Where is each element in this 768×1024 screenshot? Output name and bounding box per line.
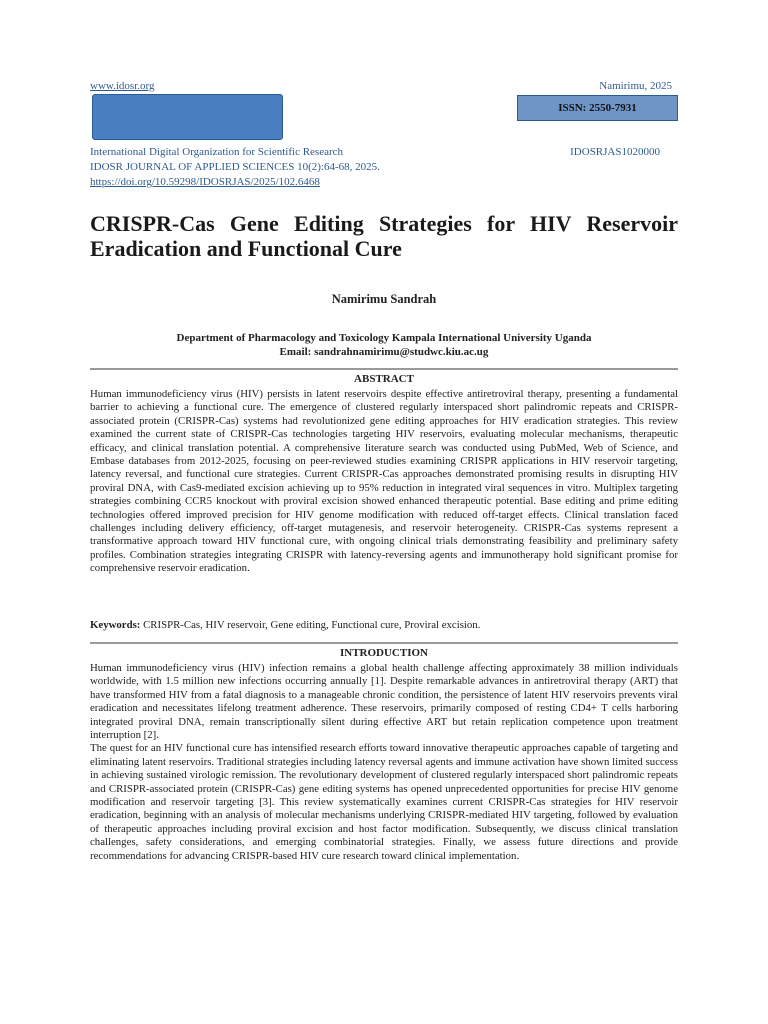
abstract-text	[90, 388, 678, 576]
article-id: IDOSRJAS1020000	[570, 146, 660, 158]
running-header	[90, 79, 678, 93]
journal-logo-box	[92, 94, 283, 140]
author-email: Email: sandrahnamirimu@studwc.kiu.ac.ug	[279, 346, 489, 358]
introduction-text	[90, 662, 678, 863]
paper-page	[90, 0, 678, 1024]
abstract-heading: ABSTRACT	[354, 373, 414, 385]
journal-citation: IDOSR JOURNAL OF APPLIED SCIENCES 10(2):64-68, 2025.	[90, 161, 380, 173]
introduction-paragraph-1: Human immunodeficiency virus (HIV) infection remains a global health challenge affecting approximately 38 million individuals worldwide, with 1.5 million new infections occurring annually [1]. Despite remarkable advances in antiretroviral therapy (ART) that have transformed HIV from a fatal diagnosis to a manageable chronic condition, the persistence of latent HIV reservoirs prevents viral eradication and necessitates lifelong treatment adherence. These reservoirs, primarily composed of resting CD4+ T cells harboring integrated proviral DNA, remain transcriptionally silent during effective ART but retain replication competence upon treatment interruption [2].	[90, 662, 678, 742]
publication-info	[90, 145, 678, 190]
introduction-top-rule	[90, 642, 678, 644]
abstract-paragraph: Human immunodeficiency virus (HIV) persists in latent reservoirs despite effective antiretroviral therapy, presenting a fundamental barrier to achieving a functional cure. The emergence of clustered regularly interspaced short palindromic repeats and CRISPR-associated protein (CRISPR-Cas) systems had revolutionized gene editing approaches for HIV eradication strategies. This review examined the current state of CRISPR-Cas technologies targeting HIV reservoirs, evaluating molecular mechanisms, therapeutic efficacy, and clinical translation potential. A comprehensive literature search was conducted using PubMed, Web of Science, and Embase databases from 2012-2025, focusing on peer-reviewed studies examining CRISPR applications in HIV reservoir targeting, latency reversal, and functional cure strategies. Current CRISPR-Cas approaches demonstrated promising results in disrupting HIV proviral DNA, with Cas9-mediated excision achieving up to 95% reduction in integrated viral sequences in vitro. Multiplex targeting strategies combining CCR5 knockout with proviral excision showed enhanced therapeutic potential. Base editing and prime editing technologies offered improved precision for HIV genome modification with reduced off-target effects. Clinical translation faced challenges including delivery efficiency, off-target mutagenesis, and reservoir heterogeneity. CRISPR-Cas systems represent a transformative approach toward HIV functional cure, with ongoing clinical trials demonstrating feasibility and preliminary safety profiles. Combination strategies integrating CRISPR with latency-reversing agents and immunotherapy hold significant promise for comprehensive reservoir eradication.	[90, 388, 678, 575]
author-name: Namirimu Sandrah	[331, 292, 437, 306]
doi-link[interactable]: https://doi.org/10.59298/IDOSRJAS/2025/102.6468	[90, 176, 320, 188]
keywords-list: CRISPR-Cas, HIV reservoir, Gene editing, Functional cure, Proviral excision.	[143, 619, 481, 631]
website-link[interactable]: www.idosr.org	[90, 80, 155, 92]
introduction-heading: INTRODUCTION	[339, 647, 428, 659]
organization-name: International Digital Organization for Scientific Research	[90, 146, 344, 158]
keywords-line	[90, 618, 678, 632]
issn-badge: ISSN: 2550-7931	[517, 95, 678, 121]
keywords-label: Keywords:	[90, 619, 141, 631]
running-author-year: Namirimu, 2025	[599, 80, 672, 92]
introduction-paragraph-2: The quest for an HIV functional cure has intensified research efforts toward innovative therapeutic approaches capable of targeting and eliminating latent reservoirs. Traditional strategies including latency reversal agents and immune activation have shown limited success in achieving sustained virologic remission. The revolutionary development of clustered regularly interspaced short palindromic repeats and CRISPR-associated protein (CRISPR-Cas) gene editing systems has opened unprecedented opportunities for precise HIV genome modification and reservoir targeting [3]. This review systematically examines current CRISPR-Cas strategies for HIV reservoir eradication, beginning with an analysis of molecular mechanisms underlying CRISPR-mediated HIV targeting, followed by evaluation of therapeutic approaches including proviral excision and host factor modification. Subsequently, we discuss clinical translation challenges, safety considerations, and emerging combinatorial strategies. Finally, we assess future directions and provide recommendations for advancing CRISPR-based HIV cure research toward clinical implementation.	[90, 742, 678, 862]
affiliation-department: Department of Pharmacology and Toxicology Kampala International University Uganda	[176, 332, 592, 344]
article-title: CRISPR-Cas Gene Editing Strategies for HIV Reservoir Eradication and Functional Cure	[90, 211, 678, 261]
affiliation-block	[90, 331, 678, 359]
abstract-top-rule	[90, 368, 678, 370]
